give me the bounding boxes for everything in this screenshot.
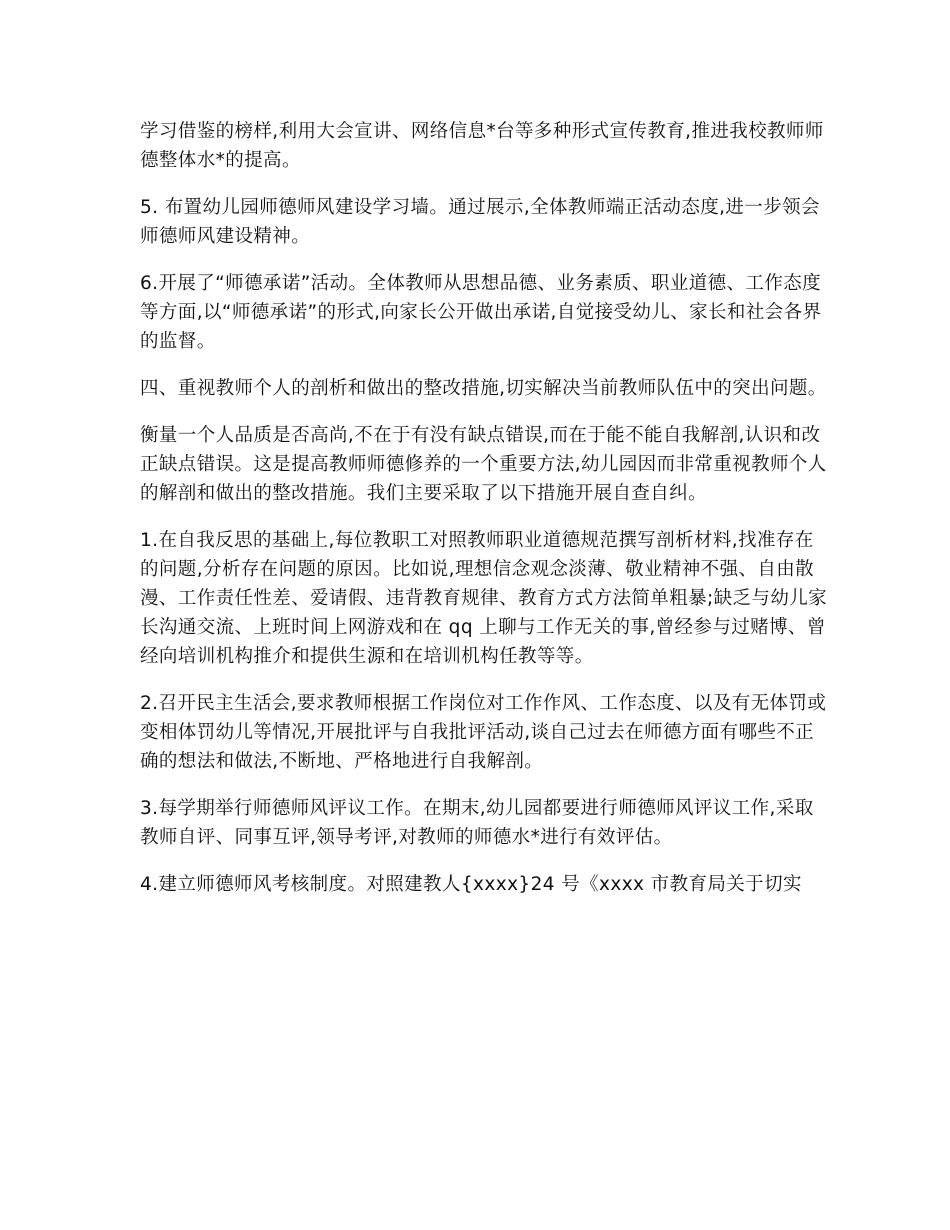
paragraph-2: 5. 布置幼儿园师德师风建设学习墙。通过展示,全体教师端正活动态度,进一步领会师德师风建设精神。 [140, 197, 820, 247]
paragraph-5: 衡量一个人品质是否高尚,不在于有没有缺点错误,而在于能不能自我解剖,认识和改正缺点错误。这是提高教师师德修养的一个重要方法,幼儿园因而非常重视教师个人的解剖和做出的整改措施。我们主要采取了以下措施开展自查自纠。 [140, 425, 827, 504]
paragraph-3: 6.开展了“师德承诺”活动。全体教师从思想品德、业务素质、职业道德、工作态度等方面,以“师德承诺”的形式,向家长公开做出承诺,自觉接受幼儿、家长和社会各界的监督。 [140, 273, 822, 352]
paragraph-1: 学习借鉴的榜样,利用大会宣讲、网络信息*台等多种形式宣传教育,推进我校教师师德整体水*的提高。 [140, 121, 824, 171]
paragraph-4: 四、重视教师个人的剖析和做出的整改措施,切实解决当前教师队伍中的突出问题。 [140, 378, 827, 399]
paragraph-7: 2.召开民主生活会,要求教师根据工作岗位对工作作风、工作态度、以及有无体罚或变相体罚幼儿等情况,开展批评与自我批评活动,谈自己过去在师德方面有哪些不正确的想法和做法,不断地、严格地进行自我解剖。 [140, 693, 827, 772]
document-body [140, 117, 830, 917]
paragraph-8: 3.每学期举行师德师风评议工作。在期末,幼儿园都要进行师德师风评议工作,采取教师自评、同事互评,领导考评,对教师的师德水*进行有效评估。 [140, 798, 814, 848]
paragraph-9: 4.建立师德师风考核制度。对照建教人{xxxx}24 号《xxxx 市教育局关于切实 [140, 874, 802, 895]
paragraph-6: 1.在自我反思的基础上,每位教职工对照教师职业道德规范撰写剖析材料,找准存在的问题,分析存在问题的原因。比如说,理想信念观念淡薄、敬业精神不强、自由散漫、工作责任性差、爱请假、违背教育规律、教育方式方法简单粗暴;缺乏与幼儿家长沟通交流、上班时间上网游戏和在 qq 上聊与工作无关的事,曾经参与过赌博、曾经向培训机构推介和提供生源和在培训机构任教等等。 [140, 530, 828, 667]
